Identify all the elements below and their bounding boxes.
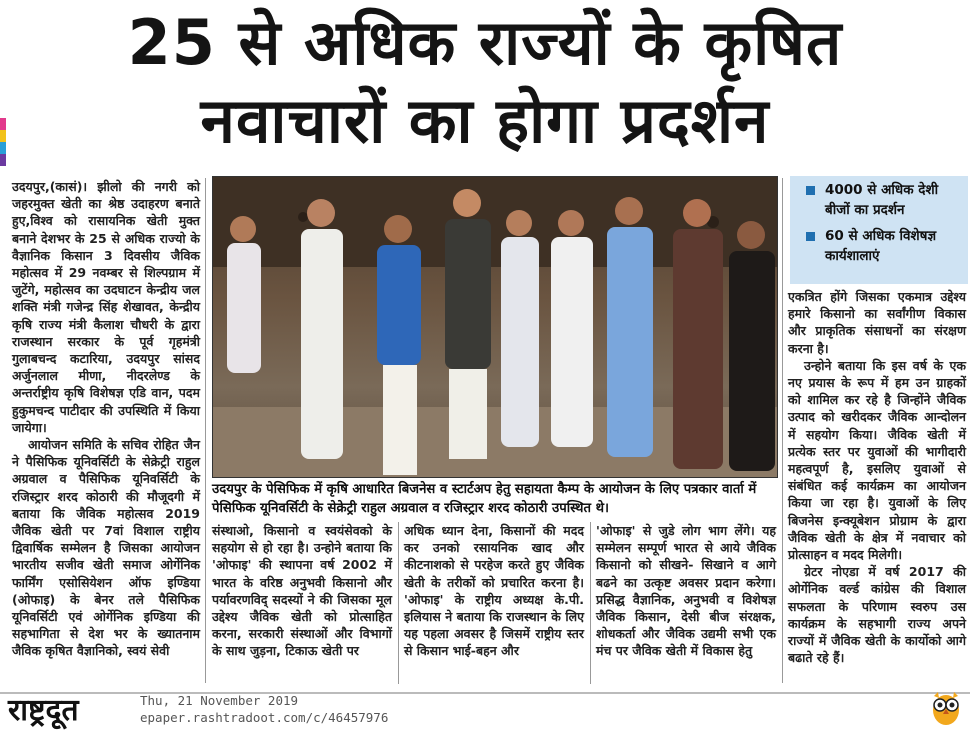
article-column-3	[404, 522, 584, 660]
column-divider	[205, 178, 206, 683]
owl-mascot-icon	[930, 690, 962, 726]
article-paragraph: उन्होने बताया कि इस वर्ष के एक नए प्रयास के रूप में हम उन ग्राहकों को शामिल कर रहे है जिन्होंने जैविक उत्पाद को खरीदकर जैविक आन्दोलन में सहयोग किया। जैविक खेती में प्रत्येक स्तर पर युवाओं की भागीदारी महत्वपूर्ण है, इसलिए युवाओं से संबंधित कई कार्यक्रम का आयोजन किया जा रहा है। युवाओं के लिए बिजनेस इन्क्यूबेशन प्रोग्राम के द्वारा जैविक खेती के क्षेत्र में नवाचार को प्रोत्साहन व मदद मिलेगी।	[788, 357, 966, 563]
article-column-4	[596, 522, 776, 660]
article-column-2	[212, 522, 392, 660]
bullet-square-icon	[806, 232, 815, 241]
article-column-1	[12, 178, 200, 660]
publication-date: Thu, 21 November 2019	[140, 693, 299, 708]
article-paragraph: अधिक ध्यान देना, किसानों की मदद कर उनको रसायनिक खाद और कीटनाशको से परहेज करते हुए जैविक खेती के तरीकों को प्रचारित करना है। 'ओफाइ' के राष्ट्रीय अध्यक्ष के.पी. इलियास ने बताया कि राजस्थान के लिए यह पहला अवसर है जिसमें राष्ट्रीय स्तर से किसान भाई-बहन और	[404, 523, 584, 659]
photo-caption: उदयपुर के पेसिफिक में कृषि आधारित बिजनेस व स्टार्टअप हेतु सहायता कैम्प के आयोजन के लिए पत्रकार वार्ता में पेसिफिक यूनिवर्सिटी के सेक्रेट्री राहुल अग्रवाल व रजिस्ट्रार शरद कोठारी उपस्थित थे।	[212, 482, 757, 516]
headline-line-2: नवाचारों का होगा प्रदर्शन	[200, 84, 770, 157]
bullet-square-icon	[806, 186, 815, 195]
epaper-url[interactable]: epaper.rashtradoot.com/c/46457976	[140, 710, 389, 725]
column-divider	[590, 522, 591, 684]
column-divider	[782, 178, 783, 683]
article-paragraph: 'ओफाइ' से जुडे लोग भाग लेंगे। यह सम्मेलन सम्पूर्ण भारत से आये जैविक किसानो को सीखने- सिखाने व आगे बढने का उत्कृष्ट अवसर प्रदान करेगा। प्रसिद्ध वैज्ञानिक, अनुभवी व विशेषज्ञ जैविक किसान, देसी बीज संरक्षक, शोधकर्ता और जैविक उद्यमी सभी एक मंच पर जैविक खेती में विकास हेतु	[596, 523, 776, 659]
article-column-5	[788, 288, 966, 666]
headline-line-1: 25 से अधिक राज्यों के कृषित	[127, 6, 843, 79]
article-paragraph: संस्थाओ, किसानो व स्वयंसेवको के सहयोग से हो रहा है। उन्होने बताया कि 'ओफाइ' की स्थापना वर्ष 2002 में भारत के वरिष्ठ अनुभवी किसानो और पर्यावरणविद् सदस्यों ने की जिसका मूल उद्देश्य जैविक खेती को प्रोत्साहित करना, सरकारी संस्थाओं और विभागों के साथ जुड़ना, टिकाऊ खेती पर	[212, 523, 392, 659]
event-photo	[212, 176, 778, 478]
group-photo-illustration	[213, 177, 777, 477]
publication-logo: राष्ट्रदूत	[8, 693, 79, 728]
highlight-text: 60 से अधिक विशेषज्ञ कार्यशालाएं	[825, 228, 937, 264]
highlights-box	[790, 176, 968, 284]
article-paragraph: उदयपुर,(कासं)। झीलो की नगरी को जहरमुक्त खेती का श्रेष्ठ उदाहरण बनाते हुए,विश्व को रासायनिक खेती मुक्त बनाने देशभर के 25 से अधिक राज्यो के वैज्ञानिक किसान 3 दिवसीय जैविक महोत्सव में 29 नवम्बर से शिल्पग्राम में जुटेंगे, महोत्सव का उदघाटन केन्द्रीय जल शक्ति मंत्री गजेन्द्र सिंह शेखावत, केन्द्रीय कृषि राज्य मंत्री कैलाश चौधरी के द्वारा राजस्थान सरकार के पूर्व गृहमंत्री गुलाबचन्द कटारिया, उदयपुर सांसद अर्जुनलाल मीणा, नीदरलेण्ड के अन्तर्राष्ट्रीय कृषि विशेषज्ञ एडि वान, पदम हुकुमचन्द पाटीदार की उपस्थिति में किया जायेगा।	[12, 179, 200, 435]
column-divider	[398, 522, 399, 684]
highlight-item	[796, 180, 962, 220]
article-paragraph: एकत्रित होंगे जिसका एकमात्र उद्देश्य हमारे किसानो का सर्वांगीण विकास और प्राकृतिक संसाधनों का संरक्षण करना है।	[788, 289, 966, 356]
highlight-text: 4000 से अधिक देशी बीजों का प्रदर्शन	[825, 182, 939, 218]
edge-color-marks	[0, 118, 6, 166]
article-paragraph: आयोजन समिति के सचिव रोहित जैन ने पैसिफिक यूनिवर्सिटी के सेक्रेट्री राहुल अग्रवाल व पैसिफिक यूनिवर्सिटी के रजिस्ट्रार शरद कोठारी की मौजूदगी में बताया कि जैविक महोत्सव 2019 जैविक खेती पर 7वां विशाल राष्ट्रीय द्विवार्षिक सम्मेलन है जिसका आयोजन भारतीय सजीव खेती समाज ओर्गेनिक फार्मिंग एसोसियेशन ऑफ इण्डिया (ओफाइ) के बेनर तले पैसिफिक यूनिवर्सिटी एवं ओर्गेनिक इण्डिया की सहभागिता से देश भर के ख्यातनाम जैविक कृषित वैज्ञानिको, स्वयं सेवी	[12, 437, 200, 659]
article-paragraph: ग्रेटर नोएडा में वर्ष 2017 की ओर्गेनिक वर्ल्ड कांग्रेस की विशाल सफलता के परिणाम स्वरुप उस कार्यक्रम के सहभागी राज्य अपने राज्यों में जैविक खेती के कार्योको आगे बढाते रहे हैं।	[788, 564, 966, 666]
footer-meta	[140, 692, 388, 726]
highlight-item	[796, 226, 962, 266]
